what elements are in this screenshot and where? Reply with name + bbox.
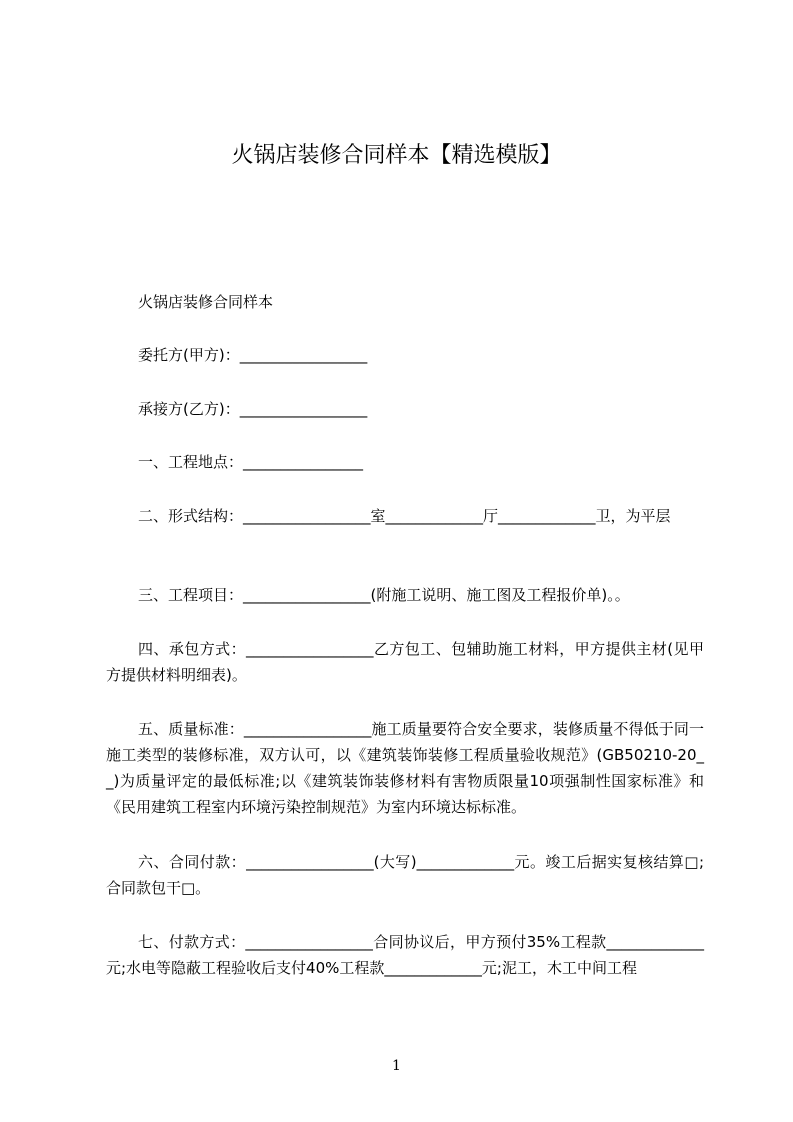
clause-5-quality: 五、质量标准：_________________施工质量要符合安全要求，装修质量不得低于同一施工类型的装修标准，双方认可，以《建筑装饰装修工程质量验收规范》(GB50210-20__)为质量评定的最低标准;以《建筑装饰装修材料有害物质限量10项强制性国家标准》和《民用建筑工程室内环境污染控制规范》为室内环境达标标准。 xyxy=(106,720,704,816)
clause-1-location: 一、工程地点：________________ xyxy=(138,453,364,471)
clause-6-payment: 六、合同付款：_________________(大写)_____________元。竣工后据实复核结算□;合同款包干□。 xyxy=(106,853,704,897)
document-title: 火锅店装修合同样本【精选模版】 xyxy=(231,143,562,168)
clause-2-structure: 二、形式结构：_________________室_____________厅_____________卫，为平层 xyxy=(138,507,671,525)
clause-4-contracting: 四、承包方式：_________________乙方包工、包辅助施工材料，甲方提供主材(见甲方提供材料明细表)。 xyxy=(106,640,704,684)
clause-3-project: 三、工程项目：_________________(附施工说明、施工图及工程报价单)。。 xyxy=(138,586,630,604)
contract-heading: 火锅店装修合同样本 xyxy=(138,293,274,311)
page-number: 1 xyxy=(392,1058,401,1074)
party-a-line: 委托方(甲方)：_________________ xyxy=(138,346,368,364)
party-b-line: 承接方(乙方)：_________________ xyxy=(138,400,368,418)
clause-7-payment-method: 七、付款方式：_________________合同协议后，甲方预付35%工程款_____________元;水电等隐蔽工程验收后支付40%工程款_____________元;泥工，木工中间工程 xyxy=(106,933,704,977)
